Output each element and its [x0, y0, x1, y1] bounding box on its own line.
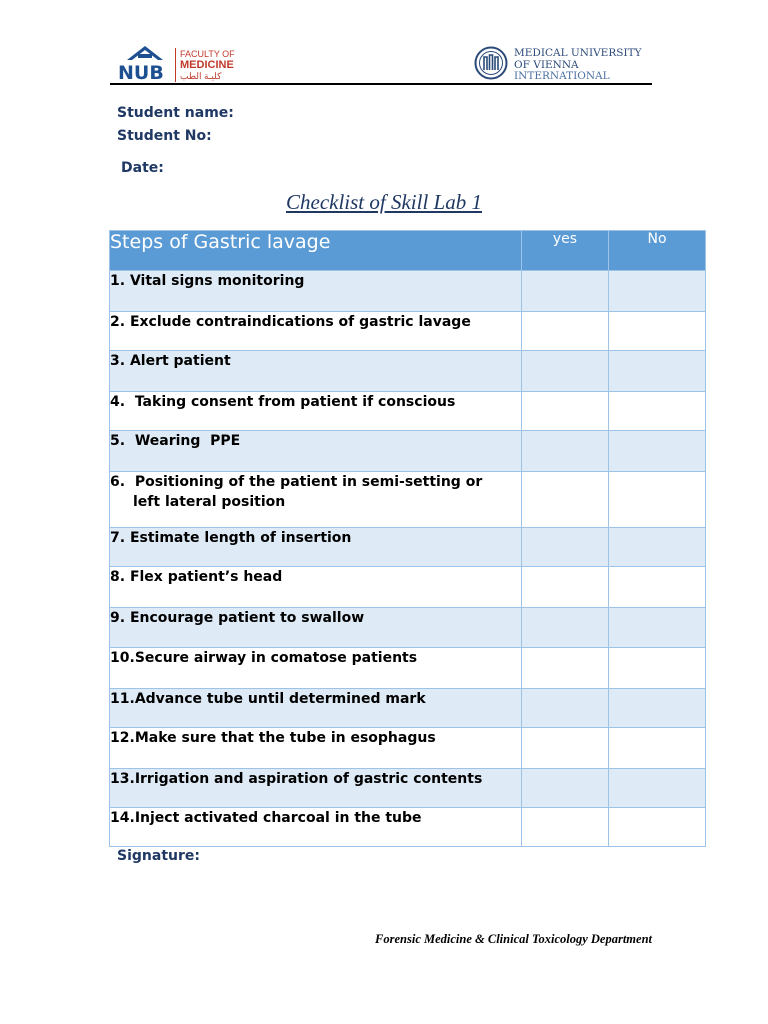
step-cell — [110, 528, 522, 567]
table-row — [110, 351, 706, 392]
student-name-label: Student name: — [117, 105, 234, 121]
table-header-row — [110, 231, 706, 271]
no-checkbox-cell[interactable] — [609, 808, 706, 847]
no-checkbox-cell[interactable] — [609, 728, 706, 769]
step-text: Make sure that the tube in esophagus — [134, 730, 436, 746]
yes-checkbox-cell[interactable] — [522, 689, 609, 728]
yes-checkbox-cell[interactable] — [522, 567, 609, 608]
step-number: 3. — [110, 353, 126, 369]
table-row — [110, 312, 706, 351]
no-checkbox-cell[interactable] — [609, 769, 706, 808]
step-text: Positioning of the patient in semi-setting or — [134, 474, 483, 490]
step-number: 9. — [110, 610, 126, 626]
date-label: Date: — [121, 160, 164, 176]
step-cell — [110, 808, 522, 847]
no-checkbox-cell[interactable] — [609, 392, 706, 431]
yes-column-header: yes — [522, 231, 609, 271]
signature-label: Signature: — [117, 848, 200, 864]
yes-checkbox-cell[interactable] — [522, 528, 609, 567]
step-number: 12. — [110, 730, 135, 746]
step-number: 13. — [110, 771, 135, 787]
yes-checkbox-cell[interactable] — [522, 351, 609, 392]
faculty-line-2: MEDICINE — [180, 59, 234, 71]
step-cell — [110, 769, 522, 808]
nub-logo-text: NUB — [118, 62, 164, 84]
nub-faculty-logo — [118, 42, 238, 82]
no-checkbox-cell[interactable] — [609, 567, 706, 608]
yes-checkbox-cell[interactable] — [522, 431, 609, 472]
muv-line-2: OF VIENNA — [514, 59, 579, 71]
muv-international-logo — [474, 42, 652, 82]
yes-checkbox-cell[interactable] — [522, 728, 609, 769]
table-row — [110, 431, 706, 472]
no-checkbox-cell[interactable] — [609, 472, 706, 528]
step-cell — [110, 351, 522, 392]
steps-column-header: Steps of Gastric lavage — [110, 231, 522, 271]
table-row — [110, 769, 706, 808]
step-text: Vital signs monitoring — [129, 273, 305, 289]
step-number: 6. — [110, 474, 126, 490]
yes-checkbox-cell[interactable] — [522, 312, 609, 351]
checklist-table — [109, 230, 706, 847]
table-row — [110, 472, 706, 528]
muv-emblem-icon — [474, 46, 508, 80]
yes-checkbox-cell[interactable] — [522, 808, 609, 847]
step-cell — [110, 728, 522, 769]
step-text: Irrigation and aspiration of gastric contents — [134, 771, 483, 787]
step-cell — [110, 392, 522, 431]
muv-line-3: INTERNATIONAL — [514, 70, 610, 82]
step-cell — [110, 472, 522, 528]
faculty-line-3: كليـة الطب — [180, 71, 222, 81]
step-cell — [110, 271, 522, 312]
no-checkbox-cell[interactable] — [609, 689, 706, 728]
no-checkbox-cell[interactable] — [609, 431, 706, 472]
faculty-line-1: FACULTY OF — [180, 49, 235, 59]
step-text: Secure airway in comatose patients — [134, 650, 418, 666]
step-cell — [110, 648, 522, 689]
table-row — [110, 528, 706, 567]
header-rule — [110, 83, 652, 85]
yes-checkbox-cell[interactable] — [522, 769, 609, 808]
step-number: 10. — [110, 650, 135, 666]
no-checkbox-cell[interactable] — [609, 648, 706, 689]
student-no-label: Student No: — [117, 128, 212, 144]
no-checkbox-cell[interactable] — [609, 608, 706, 648]
step-text: Flex patient’s head — [129, 569, 283, 585]
table-row — [110, 728, 706, 769]
no-column-header: No — [609, 231, 706, 271]
yes-checkbox-cell[interactable] — [522, 648, 609, 689]
step-text: Wearing PPE — [134, 433, 241, 449]
yes-checkbox-cell[interactable] — [522, 271, 609, 312]
step-text: Inject activated charcoal in the tube — [134, 810, 422, 826]
table-row — [110, 648, 706, 689]
table-row — [110, 608, 706, 648]
step-cell — [110, 608, 522, 648]
step-cell — [110, 431, 522, 472]
table-row — [110, 567, 706, 608]
step-text: Exclude contraindications of gastric lavage — [129, 314, 471, 330]
no-checkbox-cell[interactable] — [609, 351, 706, 392]
step-number: 2. — [110, 314, 126, 330]
no-checkbox-cell[interactable] — [609, 528, 706, 567]
muv-line-1: MEDICAL UNIVERSITY — [514, 47, 642, 59]
document-header — [110, 38, 652, 86]
step-text: Estimate length of insertion — [129, 530, 352, 546]
step-text: Advance tube until determined mark — [134, 691, 426, 707]
logo-divider — [175, 48, 176, 82]
step-text: Taking consent from patient if conscious — [134, 394, 456, 410]
table-row — [110, 271, 706, 312]
table-row — [110, 392, 706, 431]
table-row — [110, 808, 706, 847]
step-cell — [110, 689, 522, 728]
step-number: 1. — [110, 273, 126, 289]
yes-checkbox-cell[interactable] — [522, 472, 609, 528]
step-text-continued: left lateral position — [133, 494, 286, 510]
table-row — [110, 689, 706, 728]
yes-checkbox-cell[interactable] — [522, 392, 609, 431]
yes-checkbox-cell[interactable] — [522, 608, 609, 648]
department-footer: Forensic Medicine & Clinical Toxicology Department — [375, 932, 652, 946]
step-cell — [110, 567, 522, 608]
step-number: 14. — [110, 810, 135, 826]
step-number: 5. — [110, 433, 126, 449]
step-text: Encourage patient to swallow — [129, 610, 365, 626]
step-number: 8. — [110, 569, 126, 585]
step-cell — [110, 312, 522, 351]
step-text: Alert patient — [129, 353, 231, 369]
step-number: 7. — [110, 530, 126, 546]
no-checkbox-cell[interactable] — [609, 312, 706, 351]
step-number: 4. — [110, 394, 126, 410]
step-number: 11. — [110, 691, 135, 707]
checklist-title: Checklist of Skill Lab 1 — [286, 190, 482, 214]
no-checkbox-cell[interactable] — [609, 271, 706, 312]
